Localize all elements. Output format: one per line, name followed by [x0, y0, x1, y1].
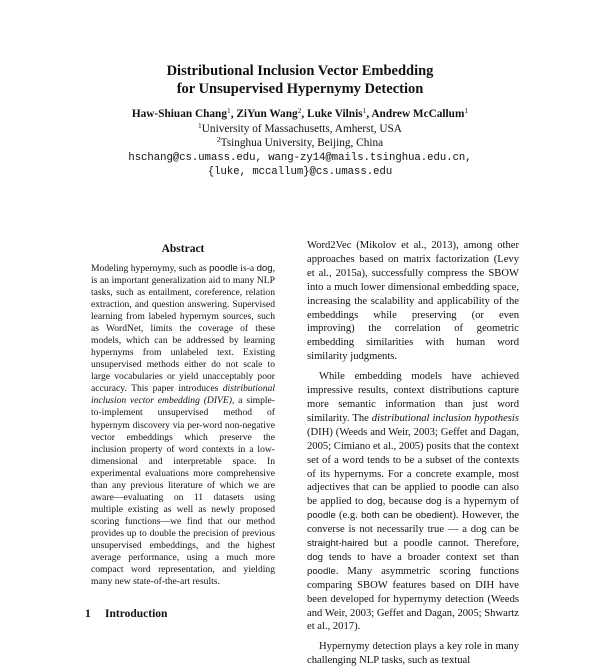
title-line-1: Distributional Inclusion Vector Embedding — [166, 63, 434, 79]
body-paragraph: Hypernymy detection plays a key role in many challenging NLP tasks, such as textual — [307, 641, 519, 667]
affiliation: $^1$University of Massachusetts, Amherst, USA — [198, 120, 402, 135]
right-column — [307, 239, 519, 668]
body-paragraph: Word2Vec (Mikolov et al., 2013), among other approaches based on matrix factorization (Levy et al., 2015a), successfully compress the SBOW into a much lower dimensional embedding space, increasing the scalability and applicability of the embeddings while preserving (or even improving) the correlation of geometric embedding similarities with human word similarity judgments. — [307, 240, 519, 363]
email-line: {luke, mccallum}@cs.umass.edu — [207, 166, 393, 178]
title-line-2: for Unsupervised Hypernymy Detection — [176, 81, 424, 97]
section-heading: 1 Introduction — [85, 608, 168, 621]
author: Haw-Shiuan Chang$^1$, — [131, 106, 237, 120]
abstract-text: Modeling hypernymy, such as poodle is-a dog, is an important generalization aid to many NLP tasks, such as entailment, coreference, relation extraction, and question answering. Supervised learning from labeled hypernym sources, such as WordNet, limits the coverage of these models, which can be addressed by learning hypernyms from unlabeled text. Existing unsupervised methods either do not scale to large vocabularies or yield unacceptably poor accuracy. This paper introduces distributional inclusion vector embedding (DIVE), a simple-to-implement unsupervised method of hypernym discovery via per-word non-negative vector embeddings which preserve the inclusion property of word contexts in a low-dimensional and interpretable space. In experimental evaluations more comprehensive than any previous literature of which we are aware—evaluating on 11 datasets using multiple existing as well as newly proposed scoring functions—we find that our method provides up to double the precision of previous unsupervised embeddings, and the highest average performance, using a much more compact word representation, and yielding many new state-of-the-art results. — [91, 262, 276, 588]
paper-title — [0, 62, 600, 98]
author: Andrew McCallum$^1$ — [371, 106, 469, 120]
author: Luke Vilnis$^1$, — [307, 106, 372, 120]
author: ZiYun Wang$^2$, — [236, 106, 308, 120]
email-line: hschang@cs.umass.edu, wang-zy14@mails.tsinghua.edu.cn, — [128, 151, 472, 164]
abstract-heading: Abstract — [161, 243, 205, 255]
author-block — [0, 107, 600, 180]
affiliation: $^2$Tsinghua University, Beijing, China — [216, 135, 384, 149]
body-paragraph: While embedding models have achieved impressive results, context distributions capture more semantic information than just word similarity. The distributional inclusion hypothesis (DIH) (Weeds and Weir, 2003; Geffet and Dagan, 2005; Cimiano et al., 2005) posits that the context set of a word tends to be a subset of the contexts of its hypernyms. For a concrete example, most adjectives that can be applied to poodle can also be applied to dog, because dog is a hypernym of poodle (e.g. both can be obedient). However, the converse is not necessarily true — a dog can be straight-haired but a poodle cannot. Therefore, dog tends to have a broader context set than poodle. Many asymmetric scoring functions comparing SBOW features based on DIH have been developed for hypernymy detection (Weeds and Weir, 2003; Geffet and Dagan, 2005; Shwartz et al., 2017). — [307, 371, 520, 633]
left-column — [85, 243, 281, 622]
author-names — [0, 107, 600, 122]
